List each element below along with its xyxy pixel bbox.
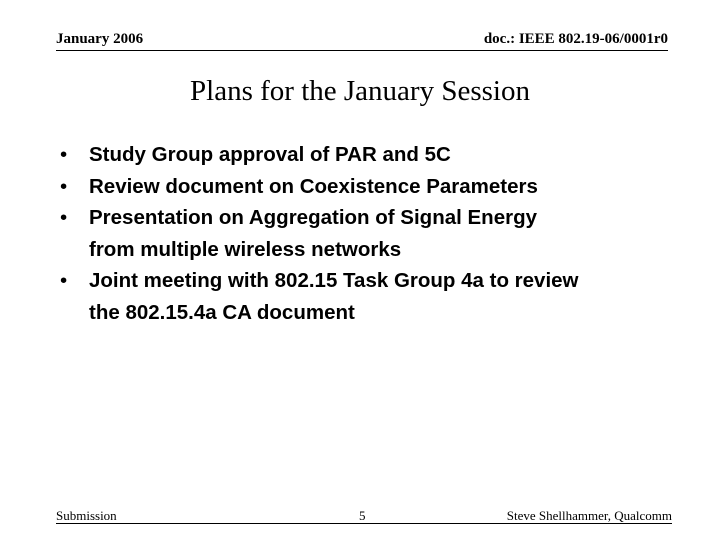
bullet-text-continuation: from multiple wireless networks	[89, 237, 402, 261]
bullet-text: Study Group approval of PAR and 5C	[89, 143, 451, 166]
footer-page-number: 5	[359, 508, 366, 523]
footer-divider	[56, 523, 672, 524]
footer-author: Steve Shellhammer, Qualcomm	[506, 508, 672, 523]
header-doc-id: doc.: IEEE 802.19-06/0001r0	[483, 31, 668, 47]
bullet-icon: •	[60, 269, 68, 292]
bullet-item	[60, 171, 700, 203]
bullet-icon: •	[60, 143, 68, 166]
bullet-text-continuation: the 802.15.4a CA document	[89, 300, 355, 324]
bullet-text: Joint meeting with 802.15 Task Group 4a to review	[89, 269, 579, 292]
bullet-item	[60, 139, 700, 171]
footer-submission: Submission	[56, 508, 117, 523]
bullet-icon: •	[60, 206, 68, 229]
bullet-text: Presentation on Aggregation of Signal Energy	[89, 206, 538, 229]
slide-title: Plans for the January Session	[190, 75, 530, 107]
bullet-icon: •	[60, 174, 68, 198]
bullet-list	[60, 139, 700, 328]
header-divider	[56, 50, 668, 51]
bullet-text: Review document on Coexistence Parameters	[89, 174, 538, 198]
bullet-item	[60, 265, 700, 328]
header-date: January 2006	[56, 31, 144, 47]
bullet-item	[60, 202, 700, 265]
